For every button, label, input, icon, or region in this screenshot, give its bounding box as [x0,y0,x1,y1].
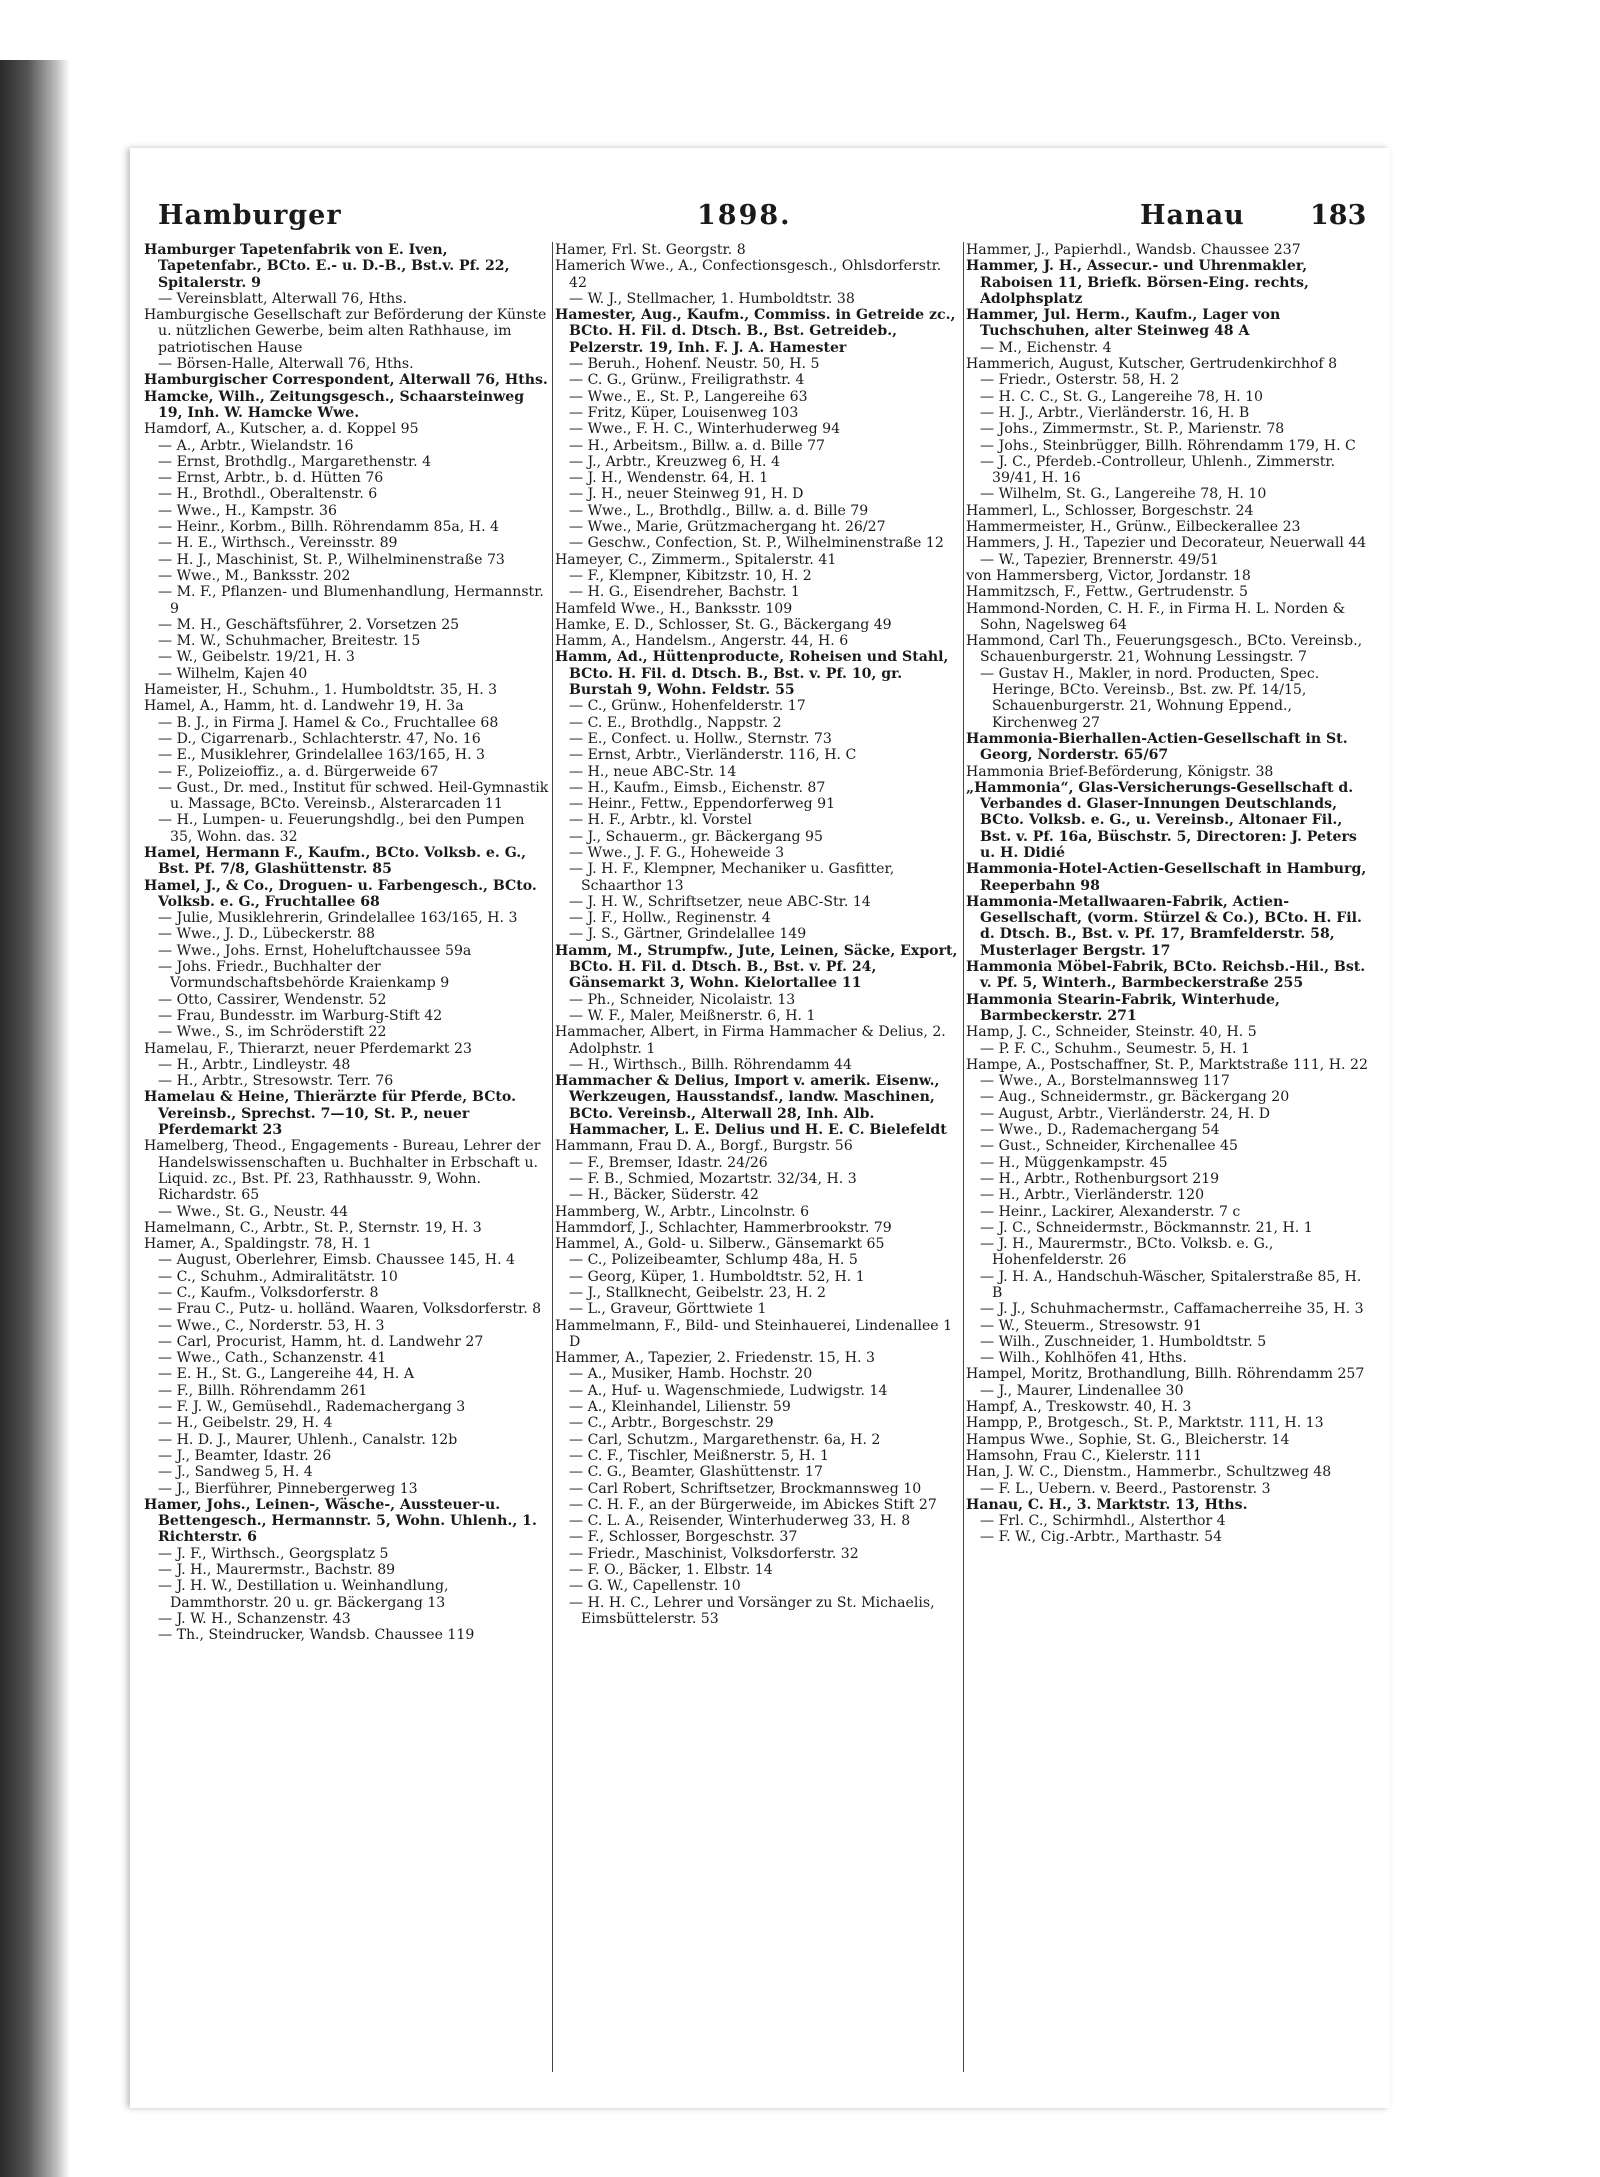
directory-entry: — Wwe., M., Banksstr. 202 [158,567,351,584]
directory-entry: — J. C., Schneidermstr., Böckmannstr. 21, H. 1 [980,1219,1313,1236]
directory-entry: — Fritz, Küper, Louisenweg 103 [569,404,799,421]
directory-entry: — Ernst, Arbtr., b. d. Hütten 76 [158,470,384,487]
directory-entry: — Wwe., H., Kampstr. 36 [158,502,337,519]
directory-entry: — Wwe., S., im Schröderstift 22 [158,1024,387,1041]
directory-entry: — H., Arbtr., Rothenburgsort 219 [980,1170,1220,1187]
directory-entry: — H., neue ABC-Str. 14 [569,763,737,780]
directory-entry: — C. H. F., an der Bürgerweide, im Abickes Stift 27 [569,1496,937,1513]
directory-entry: — Carl, Procurist, Hamm, ht. d. Landwehr 27 [158,1333,484,1350]
directory-entry: — Wwe., St. G., Neustr. 44 [158,1203,349,1220]
directory-entry: Hamm, Ad., Hüttenproducte, Roheisen und Stahl, BCto. H. Fil. d. Dtsch. B., Bst. v. Pf. 10, gr. Burstah 9, Wohn. Feldstr. 55 [555,649,949,699]
directory-entry: Hammonia-Bierhallen-Actien-Gesellschaft in St. Georg, Norderstr. 65/67 [966,730,1348,764]
directory-entry: — F. B., Schmied, Mozartstr. 32/34, H. 3 [569,1170,857,1187]
directory-entry: — F. W., Cig.-Arbtr., Marthastr. 54 [980,1529,1223,1546]
directory-entry: Hamfeld Wwe., H., Banksstr. 109 [555,600,793,617]
directory-entry: Hamdorf, A., Kutscher, a. d. Koppel 95 [144,421,419,438]
column-2 [555,242,960,2092]
directory-entry: — Johs. Friedr., Buchhalter der Vormundschaftsbehörde Kraienkamp 9 [158,959,450,992]
directory-entry: — Gust., Dr. med., Institut für schwed. Heil-Gymnastik u. Massage, BCto. Vereinsb., Alsterarcaden 11 [158,779,549,813]
page-header [130,200,1390,240]
column-divider [963,242,964,2072]
directory-entry: — B. J., in Firma J. Hamel & Co., Fruchtallee 68 [158,714,499,731]
directory-entry: — J. H. F., Klempner, Mechaniker u. Gasfitter, Schaarthor 13 [569,861,895,894]
directory-entry: — Wwe., D., Rademachergang 54 [980,1122,1220,1139]
directory-entry: Hamelmann, C., Arbtr., St. P., Sternstr. 19, H. 3 [144,1219,482,1236]
directory-entry: — J. H., Maurermstr., Bachstr. 89 [158,1562,396,1579]
directory-entry: Hamel, J., & Co., Droguen- u. Farbengesch., BCto. Volksb. e. G., Fruchtallee 68 [144,877,537,910]
directory-entry: — M., Eichenstr. 4 [980,339,1112,356]
page-year: 1898. [697,200,792,231]
directory-entry: — Wilhelm, St. G., Langereihe 78, H. 10 [980,486,1267,503]
directory-entry: — C., Grünw., Hohenfelderstr. 17 [569,698,806,715]
directory-entry: — G. W., Capellenstr. 10 [569,1578,741,1595]
directory-entry: — Beruh., Hohenf. Neustr. 50, H. 5 [569,356,820,373]
directory-entry: Hammel, A., Gold- u. Silberw., Gänsemarkt 65 [555,1236,885,1253]
directory-entry: — Wwe., E., St. P., Langereihe 63 [569,388,808,405]
directory-entry: — F., Polizeioffiz., a. d. Bürgerweide 67 [158,763,439,780]
directory-entry: Hammer, J., Papierhdl., Wandsb. Chaussee 237 [966,242,1301,258]
directory-entry: Hammerich, August, Kutscher, Gertrudenkirchhof 8 [966,356,1338,373]
column-1 [144,242,549,2092]
directory-entry: — J. H. A., Handschuh-Wäscher, Spitalerstraße 85, H. B [980,1268,1362,1301]
directory-entry: Hampe, A., Postschaffner, St. P., Marktstraße 111, H. 22 [966,1056,1368,1073]
directory-entry: — C. G., Grünw., Freiligrathstr. 4 [569,372,805,389]
directory-entry: — A., Arbtr., Wielandstr. 16 [158,437,354,454]
directory-entry: Hammer, Jul. Herm., Kaufm., Lager von Tuchschuhen, alter Steinweg 48 A [966,307,1281,340]
directory-page [130,148,1390,2108]
directory-entry: Hamelau, F., Thierarzt, neuer Pferdemarkt 23 [144,1040,472,1057]
directory-entry: — J. H., neuer Steinweg 91, H. D [569,486,804,503]
directory-entry: — Gust., Schneider, Kirchenallee 45 [980,1138,1238,1155]
directory-entry: Hamm, M., Strumpfw., Jute, Leinen, Säcke, Export, BCto. H. Fil. d. Dtsch. B., Bst. v. Pf. 24, Gänsemarkt 3, Wohn. Kielortallee 11 [555,942,958,992]
directory-entry: — H., Müggenkampstr. 45 [980,1154,1168,1171]
directory-entry: Hammonia-Hotel-Actien-Gesellschaft in Hamburg, Reeperbahn 98 [966,861,1367,894]
directory-entry: Hammond, Carl Th., Feuerungsgesch., BCto. Vereinsb., Schauenburgerstr. 21, Wohnung Lessingstr. 7 [966,633,1363,666]
directory-entry: Hammelmann, F., Bild- und Steinhauerei, Lindenallee 1 D [555,1317,953,1350]
directory-entry: Hammonia-Metallwaaren-Fabrik, Actien-Gesellschaft, (vorm. Stürzel & Co.), BCto. H. Fil. d. Dtsch. B., Bst. v. Pf. 17, Bramfelderstr. 58, Musterlager Bergstr. 17 [966,893,1362,959]
directory-entry: — W. F., Maler, Meißnerstr. 6, H. 1 [569,1007,816,1024]
directory-entry: — Geschw., Confection, St. P., Wilhelminenstraße 12 [569,535,944,552]
directory-entry: — Carl, Schutzm., Margarethenstr. 6a, H. 2 [569,1431,881,1448]
directory-entry: — E., Confect. u. Hollw., Sternstr. 73 [569,730,832,747]
directory-entry: — August, Oberlehrer, Eimsb. Chaussee 145, H. 4 [158,1252,516,1269]
directory-entry: — Ernst, Arbtr., Vierländerstr. 116, H. C [569,747,857,764]
directory-entry: — H. J., Maschinist, St. P., Wilhelminenstraße 73 [158,551,505,568]
directory-entry: von Hammersberg, Victor, Jordanstr. 18 [966,567,1251,584]
directory-entry: Hammond-Norden, C. H. F., in Firma H. L. Norden & Sohn, Nagelsweg 64 [966,600,1346,633]
directory-entry: — Aug., Schneidermstr., gr. Bäckergang 20 [980,1089,1290,1106]
directory-entry: Hamelberg, Theod., Engagements - Bureau, Lehrer der Handelswissenschaften u. Buchhalter in Erbschaft u. Liquid. zc., Bst. Pf. 23, Rathhausstr. 9, Wohn. Richardstr. 65 [144,1138,541,1204]
running-head-left: Hamburger [158,200,342,231]
directory-entry: — Wwe., J. F. G., Hoheweide 3 [569,844,785,861]
directory-entry: — H., Arbtr., Vierländerstr. 120 [980,1187,1205,1204]
directory-entry: Hamsohn, Frau C., Kielerstr. 111 [966,1447,1202,1464]
directory-entry: — H., Arbtr., Stresowstr. Terr. 76 [158,1073,394,1090]
directory-entry: Hampf, A., Treskowstr. 40, H. 3 [966,1399,1192,1416]
directory-entry: — H., Arbeitsm., Billw. a. d. Bille 77 [569,437,825,454]
directory-entry: Hammberg, W., Arbtr., Lincolnstr. 6 [555,1203,810,1220]
directory-entry: — Gustav H., Makler, in nord. Producten, Spec. Heringe, BCto. Vereinsb., Bst. zw. Pf. 14/15, Schauenburgerstr. 21, Wohnung Eppend., Kirchenweg 27 [980,665,1320,731]
directory-entry: Hamel, Hermann F., Kaufm., BCto. Volksb. e. G., Bst. Pf. 7/8, Glashüttenstr. 85 [144,844,527,878]
directory-entry: — J. S., Gärtner, Grindelallee 149 [569,926,807,943]
directory-entry: Hamer, Frl. St. Georgstr. 8 [555,242,746,258]
directory-entry: — J., Maurer, Lindenallee 30 [980,1382,1184,1399]
directory-entry: Hampel, Moritz, Brothandlung, Billh. Röhrendamm 257 [966,1366,1365,1383]
directory-entry: Hammacher & Delius, Import v. amerik. Eisenw., Werkzeugen, Hausstandsf., landw. Maschinen, BCto. Vereinsb., Alterwall 28, Inh. Alb. Hammacher, L. E. Delius und H. E. C. Bielefeldt [555,1073,947,1139]
directory-entry: — Börsen-Halle, Alterwall 76, Hths. [158,356,414,373]
directory-entry: — Friedr., Osterstr. 58, H. 2 [980,372,1180,389]
directory-entry: — J. H., Maurermstr., BCto. Volksb. e. G., Hohenfelderstr. 26 [980,1236,1274,1269]
directory-entry: — Friedr., Maschinist, Volksdorferstr. 32 [569,1545,859,1562]
directory-entry: — Th., Steindrucker, Wandsb. Chaussee 119 [158,1627,475,1644]
directory-entry: — Frau, Bundesstr. im Warburg-Stift 42 [158,1007,443,1024]
directory-entry: — J., Bierführer, Pinnebergerweg 13 [158,1480,418,1497]
directory-entry: — J., Schauerm., gr. Bäckergang 95 [569,828,823,845]
directory-entry: — F., Bremser, Idastr. 24/26 [569,1154,768,1171]
directory-entry: — H. F., Arbtr., kl. Vorstel [569,812,752,829]
directory-entry: Hamp, J. C., Schneider, Steinstr. 40, H. 5 [966,1024,1257,1041]
directory-entry: — Wilhelm, Kajen 40 [158,665,308,682]
directory-entry: — F. L., Uebern. v. Beerd., Pastorenstr. 3 [980,1480,1271,1497]
directory-entry: — Wwe., Marie, Grützmachergang ht. 26/27 [569,519,886,536]
directory-entry: — A., Musiker, Hamb. Hochstr. 20 [569,1366,813,1383]
directory-entry: Hammonia Stearin-Fabrik, Winterhude, Barmbeckerstr. 271 [966,991,1280,1024]
directory-entry: Hammann, Frau D. A., Borgf., Burgstr. 56 [555,1138,853,1155]
directory-entry: Hammer, J. H., Assecur.- und Uhrenmakler, Raboisen 11, Briefk. Börsen-Eing. rechts, Adolphsplatz [966,258,1309,307]
directory-entry: Hamer, A., Spaldingstr. 78, H. 1 [144,1236,372,1253]
directory-entry: — H., Lumpen- u. Feuerungshdlg., bei den Pumpen 35, Wohn. das. 32 [158,812,525,845]
directory-entry: — H. J., Arbtr., Vierländerstr. 16, H. B [980,404,1250,421]
directory-entry: — C. F., Tischler, Meißnerstr. 5, H. 1 [569,1447,829,1464]
directory-entry: — H., Brothdl., Oberaltenstr. 6 [158,486,378,503]
directory-entry: — Julie, Musiklehrerin, Grindelallee 163/165, H. 3 [158,910,518,927]
directory-entry: Hammerl, L., Schlosser, Borgeschstr. 24 [966,502,1254,519]
directory-entry: — Wilh., Kohlhöfen 41, Hths. [980,1350,1187,1367]
directory-entry: Hanau, C. H., 3. Marktstr. 13, Hths. [966,1496,1248,1513]
running-head-right: Hanau [1140,200,1245,231]
directory-entry: — Wilh., Zuschneider, 1. Humboldtstr. 5 [980,1333,1267,1350]
directory-entry: Hammers, J. H., Tapezier und Decorateur, Neuerwall 44 [966,535,1367,552]
directory-entry: Hammitzsch, F., Fettw., Gertrudenstr. 5 [966,584,1248,601]
directory-entry: — W., Tapezier, Brennerstr. 49/51 [980,551,1219,568]
directory-entry: — M. W., Schuhmacher, Breitestr. 15 [158,633,421,650]
directory-entry: — Heinr., Lackirer, Alexanderstr. 7 c [980,1203,1241,1220]
directory-entry: — Frau C., Putz- u. holländ. Waaren, Volksdorferstr. 8 [158,1301,542,1318]
directory-entry: — Ph., Schneider, Nicolaistr. 13 [569,991,796,1008]
directory-entry: Hamerich Wwe., A., Confectionsgesch., Ohlsdorferstr. 42 [555,258,942,291]
directory-entry: — J. F., Hollw., Reginenstr. 4 [569,910,771,927]
directory-entry: — L., Graveur, Görttwiete 1 [569,1301,767,1318]
directory-entry: — J., Stallknecht, Geibelstr. 23, H. 2 [569,1285,826,1301]
directory-entry: — Wwe., Johs. Ernst, Hoheluftchaussee 59a [158,942,472,959]
directory-entry: Hammonia Brief-Beförderung, Königstr. 38 [966,763,1274,780]
directory-entry: — D., Cigarrenarb., Schlachterstr. 47, No. 16 [158,730,481,747]
directory-entry: — J. F., Wirthsch., Georgsplatz 5 [158,1545,389,1562]
directory-entry: Hamcke, Wilh., Zeitungsgesch., Schaarsteinweg 19, Inh. W. Hamcke Wwe. [144,388,525,421]
directory-entry: Hampus Wwe., Sophie, St. G., Bleicherstr. 14 [966,1431,1290,1448]
directory-entry: Hamburgische Gesellschaft zur Beförderung der Künste u. nützlichen Gewerbe, beim alten Rathhause, im patriotischen Hause [144,307,547,356]
directory-entry: — A., Kleinhandel, Lilienstr. 59 [569,1399,791,1416]
directory-entry: — H. E., Wirthsch., Vereinsstr. 89 [158,535,398,552]
directory-entry: Han, J. W. C., Dienstm., Hammerbr., Schultzweg 48 [966,1464,1332,1481]
directory-entry: — C. E., Brothdlg., Nappstr. 2 [569,714,782,731]
directory-entry: — H., Kaufm., Eimsb., Eichenstr. 87 [569,779,826,796]
directory-entry: — J., Arbtr., Kreuzweg 6, H. 4 [569,453,780,470]
page-number: 183 [1310,200,1367,231]
directory-entry: Hammdorf, J., Schlachter, Hammerbrookstr. 79 [555,1219,892,1236]
directory-entry: Hampp, P., Brotgesch., St. P., Marktstr. 111, H. 13 [966,1415,1324,1432]
directory-entry: — P. F. C., Schuhm., Seumestr. 5, H. 1 [980,1040,1250,1057]
directory-entry: — Wwe., C., Norderstr. 53, H. 3 [158,1317,385,1334]
directory-entry: — W., Geibelstr. 19/21, H. 3 [158,649,355,666]
directory-entry: — J. C., Pferdeb.-Controlleur, Uhlenh., Zimmerstr. 39/41, H. 16 [980,453,1336,487]
directory-entry: — Johs., Steinbrügger, Billh. Röhrendamm 179, H. C [980,437,1356,454]
directory-entry: — Vereinsblatt, Alterwall 76, Hths. [158,290,407,307]
directory-entry: — Johs., Zimmermstr., St. P., Marienstr. 78 [980,421,1285,438]
directory-entry: — H., Bäcker, Süderstr. 42 [569,1187,759,1204]
directory-entry: — Otto, Cassirer, Wendenstr. 52 [158,991,387,1008]
directory-entry: — H. C. C., St. G., Langereihe 78, H. 10 [980,388,1264,405]
directory-entry: — Wwe., J. D., Lübeckerstr. 88 [158,926,375,943]
directory-entry: — J., Sandweg 5, H. 4 [158,1464,313,1481]
directory-entry: — E., Musiklehrer, Grindelallee 163/165, H. 3 [158,747,485,764]
directory-entry: — A., Huf- u. Wagenschmiede, Ludwigstr. 14 [569,1382,888,1399]
directory-entry: — H. D. J., Maurer, Uhlenh., Canalstr. 12b [158,1431,458,1448]
directory-entry: — C., Polizeibeamter, Schlump 48a, H. 5 [569,1252,858,1269]
directory-entry: — F. O., Bäcker, 1. Elbstr. 14 [569,1562,773,1579]
directory-entry: — H., Wirthsch., Billh. Röhrendamm 44 [569,1056,852,1073]
directory-entry: — W. J., Stellmacher, 1. Humboldtstr. 38 [569,290,855,307]
directory-entry: Hamburgischer Correspondent, Alterwall 76, Hths. [144,372,548,389]
directory-entry: — J. H. W., Schriftsetzer, neue ABC-Str. 14 [569,893,871,910]
directory-entry: Hamke, E. D., Schlosser, St. G., Bäckergang 49 [555,616,892,633]
facing-page-edge [4,240,18,2140]
directory-entry: — H., Arbtr., Lindleystr. 48 [158,1056,351,1073]
directory-entry: — August, Arbtr., Vierländerstr. 24, H. D [980,1105,1271,1122]
directory-entry: — M. F., Pflanzen- und Blumenhandlung, Hermannstr. 9 [158,584,544,617]
directory-entry: Hammer, A., Tapezier, 2. Friedenstr. 15, H. 3 [555,1350,875,1367]
directory-entry: Hammacher, Albert, in Firma Hammacher & Delius, 2. Adolphstr. 1 [555,1024,946,1057]
directory-entry: — Georg, Küper, 1. Humboldtstr. 52, H. 1 [569,1268,865,1285]
directory-entry: — F., Schlosser, Borgeschstr. 37 [569,1529,798,1546]
directory-entry: — Ernst, Brothdlg., Margarethenstr. 4 [158,453,432,470]
directory-entry: Hammermeister, H., Grünw., Eilbeckerallee 23 [966,519,1301,536]
directory-entry: — H. G., Eisendreher, Bachstr. 1 [569,584,800,601]
directory-entry: — Frl. C., Schirmhdl., Alsterthor 4 [980,1513,1226,1530]
column-3 [966,242,1371,2092]
directory-entry: Hamm, A., Handelsm., Angerstr. 44, H. 6 [555,633,849,650]
directory-entry: — Wwe., Cath., Schanzenstr. 41 [158,1350,387,1367]
directory-entry: „Hammonia“, Glas-Versicherungs-Gesellschaft d. Verbandes d. Glaser-Innungen Deutschlands, BCto. Volksb. e. G., u. Vereinsb., Altonaer Fil., Bst. v. Pf. 16a, Büschstr. 5, Directoren: J. Peters u. H. Didié [966,779,1357,861]
directory-entry: Hameyer, C., Zimmerm., Spitalerstr. 41 [555,551,837,568]
directory-entry: Hamel, A., Hamm, ht. d. Landwehr 19, H. 3a [144,698,464,715]
directory-entry: — Carl Robert, Schriftsetzer, Brockmannsweg 10 [569,1480,922,1497]
directory-entry: — Wwe., L., Brothdlg., Billw. a. d. Bille 79 [569,502,869,519]
directory-entry: — H. H. C., Lehrer und Vorsänger zu St. Michaelis, Eimsbüttelerstr. 53 [569,1594,935,1627]
column-divider [552,242,553,2072]
directory-entry: — W., Steuerm., Stresowstr. 91 [980,1317,1202,1334]
directory-entry: Hameister, H., Schuhm., 1. Humboldtstr. 35, H. 3 [144,682,498,699]
directory-entry: — Wwe., F. H. C., Winterhuderweg 94 [569,421,841,438]
directory-entry: Hamelau & Heine, Thierärzte für Pferde, BCto. Vereinsb., Sprechst. 7—10, St. P., neuer Pferdemarkt 23 [144,1089,516,1139]
directory-entry: — J. H. W., Destillation u. Weinhandlung, Dammthorstr. 20 u. gr. Bäckergang 13 [158,1578,449,1611]
directory-entry: — E. H., St. G., Langereihe 44, H. A [158,1366,415,1383]
directory-entry: — C., Kaufm., Volksdorferstr. 8 [158,1285,379,1301]
directory-entry: Hamburger Tapetenfabrik von E. Iven, Tapetenfabr., BCto. E.- u. D.-B., Bst.v. Pf. 22, Spitalerstr. 9 [144,242,510,291]
directory-entry: Hamer, Johs., Leinen-, Wäsche-, Aussteuer-u. Bettengesch., Hermannstr. 5, Wohn. Uhlenh., 1. Richterstr. 6 [144,1496,537,1546]
directory-entry: — Heinr., Fettw., Eppendorferweg 91 [569,796,836,813]
directory-entry: — J. W. H., Schanzenstr. 43 [158,1610,351,1627]
directory-entry: — M. H., Geschäftsführer, 2. Vorsetzen 25 [158,616,460,633]
directory-entry: — F., Klempner, Kibitzstr. 10, H. 2 [569,567,812,584]
directory-entry: Hamester, Aug., Kaufm., Commiss. in Getreide zc., BCto. H. Fil. d. Dtsch. B., Bst. Getreideb., Pelzerstr. 19, Inh. F. J. A. Hamester [555,307,956,356]
directory-entry: — J., Beamter, Idastr. 26 [158,1447,332,1464]
directory-entry: — Wwe., A., Borstelmannsweg 117 [980,1073,1230,1090]
directory-entry: — J. J., Schuhmachermstr., Caffamacherreihe 35, H. 3 [980,1301,1364,1318]
directory-entry: — H., Geibelstr. 29, H. 4 [158,1415,333,1432]
directory-entry: — C. L. A., Reisender, Winterhuderweg 33, H. 8 [569,1513,911,1530]
directory-entry: — J. H., Wendenstr. 64, H. 1 [569,470,769,487]
directory-entry: — C. G., Beamter, Glashüttenstr. 17 [569,1464,823,1481]
directory-entry: — C., Schuhm., Admiralitätstr. 10 [158,1268,398,1285]
directory-entry: — Heinr., Korbm., Billh. Röhrendamm 85a, H. 4 [158,519,500,536]
directory-entry: — C., Arbtr., Borgeschstr. 29 [569,1415,774,1432]
directory-entry: Hammonia Möbel-Fabrik, BCto. Reichsb.-Hil., Bst. v. Pf. 5, Winterh., Barmbeckerstraße 255 [966,959,1366,992]
directory-entry: — F., Billh. Röhrendamm 261 [158,1382,368,1399]
directory-entry: — F. J. W., Gemüsehdl., Rademachergang 3 [158,1399,466,1416]
